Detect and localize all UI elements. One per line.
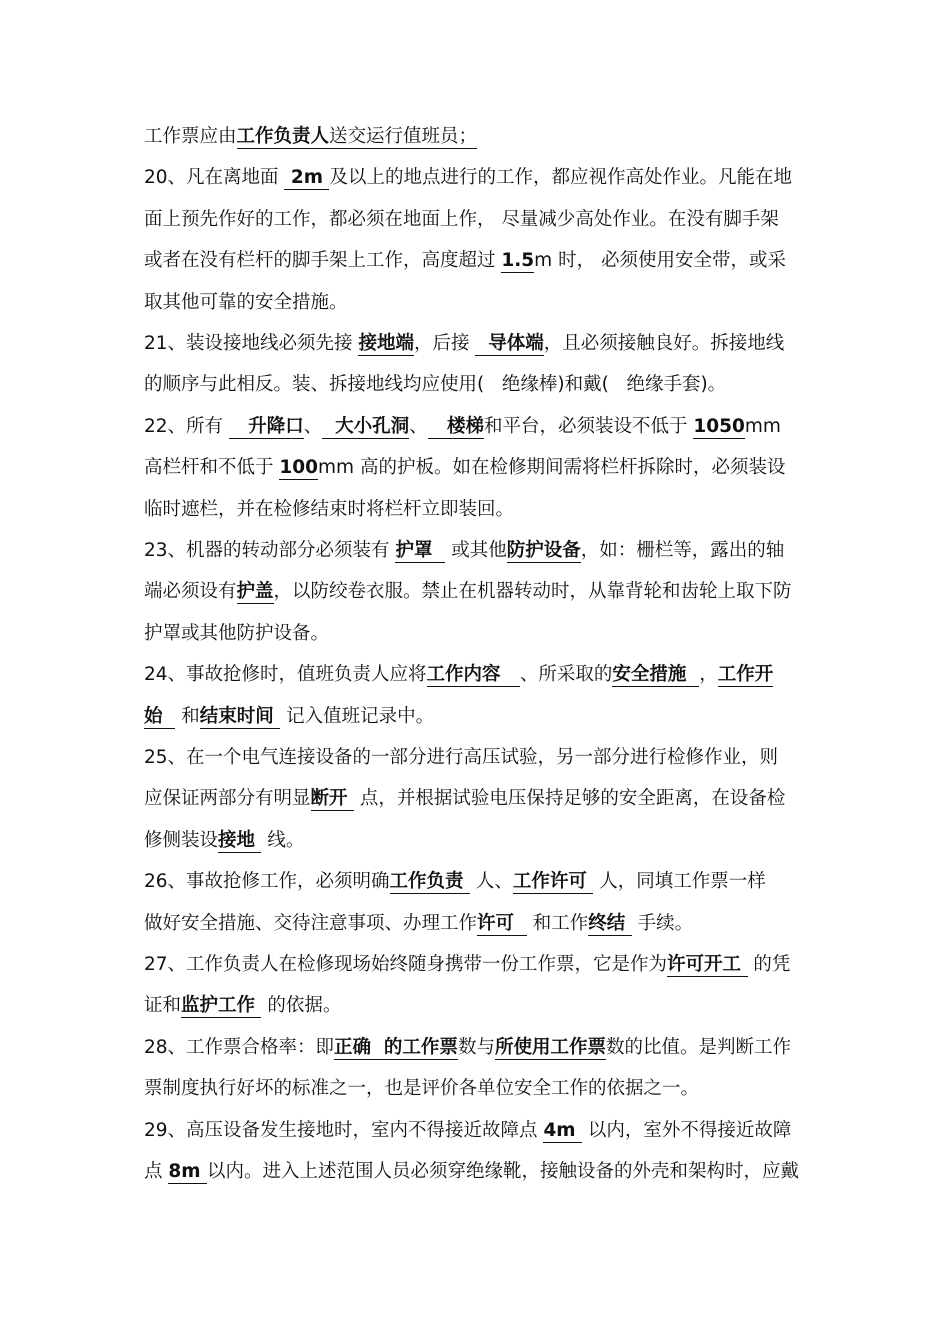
text-segment: 以内。进入上述范围人员必须穿绝缘靴，接触设备的外壳和架构时，应戴 (206, 1161, 799, 1182)
answer-blank: 防护设备 (506, 540, 581, 561)
text-line (144, 865, 808, 899)
text-segment: 端必须设有 (144, 581, 237, 603)
answer-blank: 工作开 (717, 664, 774, 686)
text-segment: 应保证两部分有明显 (144, 788, 311, 810)
text-segment: 线。 (261, 829, 305, 851)
answer-blank: 1050 (693, 415, 745, 437)
answer-blank: 送交运行值班员； (329, 126, 478, 147)
text-line (144, 741, 808, 775)
answer-blank: 始 (144, 705, 176, 727)
text-segment: 20、凡在离地面 (144, 167, 285, 189)
text-line (144, 161, 808, 195)
text-segment: 的依据。 (261, 995, 342, 1017)
answer-blank: 2m (284, 167, 330, 189)
answer-blank: 正确 的工作票 (334, 1036, 458, 1058)
answer-blank: 导体端 (475, 333, 544, 354)
text-segment: 21、装设接地线必须先接 (144, 333, 359, 354)
text-line (144, 658, 808, 692)
text-line (144, 1031, 808, 1065)
answer-blank: 许可开工 (667, 954, 748, 975)
answer-blank: 终结 (588, 912, 632, 934)
text-segment: 证和 (144, 995, 182, 1017)
answer-blank: 许可 (477, 912, 527, 934)
text-segment: 或者在没有栏杆的脚手架上工作，高度超过 (144, 250, 502, 272)
text-segment: 数的比值。是判断工作 (605, 1036, 791, 1058)
answer-blank: 工作负责 (389, 871, 470, 893)
text-segment: 的顺序与此相反。装、拆接地线均应使用( 绝缘棒)和戴( 绝缘手套)。 (144, 374, 727, 396)
text-line (144, 120, 808, 154)
text-segment: 25、在一个电气连接设备的一部分进行高压试验，另一部分进行检修作业，则 (144, 747, 779, 768)
text-segment: 票制度执行好坏的标准之一，也是评价各单位安全工作的依据之一。 (144, 1078, 700, 1100)
text-line (144, 989, 808, 1023)
text-line (144, 368, 808, 402)
text-segment: 和 (175, 705, 200, 727)
answer-blank: 护罩 (395, 540, 446, 561)
text-segment: 、 (409, 415, 428, 437)
text-segment: 修侧装设 (144, 829, 219, 851)
text-line (144, 451, 808, 485)
text-line (144, 907, 808, 941)
text-segment: 及以上的地点进行的工作，都应视作高处作业。凡能在地 (329, 167, 792, 189)
answer-blank: 楼梯 (427, 415, 484, 437)
text-line (144, 617, 808, 651)
text-line (144, 1114, 808, 1148)
text-segment: 高栏杆和不低于 (144, 457, 280, 479)
text-segment: 26、事故抢修工作，必须明确 (144, 871, 390, 893)
answer-blank: 监护工作 (181, 995, 262, 1017)
text-segment: 、所采取的 (519, 664, 613, 686)
text-segment: 、 (303, 415, 323, 437)
text-line (144, 244, 808, 278)
text-segment: ，后接 (413, 333, 476, 354)
text-segment: 28、工作票合格率：即 (144, 1036, 335, 1058)
text-line (144, 1155, 808, 1189)
text-segment: 24、事故抢修时，值班负责人应将 (144, 664, 427, 686)
answer-blank: 工作内容 (426, 664, 520, 686)
answer-blank: 工作负责人 (236, 126, 330, 147)
text-segment: 27、工作负责人在检修现场始终随身携带一份工作票，它是作为 (144, 954, 668, 975)
text-segment: 护罩或其他防护设备。 (144, 622, 330, 644)
answer-blank: 4m (543, 1119, 583, 1141)
text-segment: 的凭 (747, 954, 791, 975)
text-line (144, 534, 808, 568)
text-line (144, 327, 808, 361)
answer-blank: 接地 (218, 829, 262, 851)
text-segment: 23、机器的转动部分必须装有 (144, 540, 396, 561)
text-line (144, 700, 808, 734)
text-segment: 和平台，必须装设不低于 (484, 415, 694, 437)
text-segment: m 时， 必须使用安全带，或采 (534, 250, 786, 272)
answer-blank: 大小孔洞 (322, 415, 410, 437)
answer-blank: 工作许可 (512, 871, 594, 893)
answer-blank: 100 (279, 457, 319, 479)
answer-blank: 1.5 (501, 250, 535, 272)
text-line (144, 493, 808, 527)
answer-blank: 8m (168, 1161, 207, 1182)
text-segment: 工作票应由 (144, 126, 237, 147)
text-segment: ，以防绞卷衣服。禁止在机器转动时，从靠背轮和齿轮上取下防 (273, 581, 792, 603)
text-segment: mm (744, 415, 781, 437)
text-segment: 29、高压设备发生接地时，室内不得接近故障点 (144, 1119, 544, 1141)
text-segment: 人、 (470, 871, 513, 893)
text-line (144, 203, 808, 237)
text-segment: 或其他 (445, 540, 507, 561)
text-segment: mm 高的护板。如在检修期间需将栏杆拆除时，必须装设 (318, 457, 786, 479)
text-segment: 取其他可靠的安全措施。 (144, 291, 348, 313)
answer-blank: 护盖 (236, 581, 274, 603)
text-line (144, 286, 808, 320)
text-segment: 22、所有 (144, 415, 229, 437)
text-segment: ，如：栅栏等，露出的轴 (580, 540, 785, 561)
text-segment: 和工作 (526, 912, 589, 934)
text-segment: 临时遮栏，并在检修结束时将栏杆立即装回。 (144, 498, 515, 520)
answer-blank: 升降口 (228, 415, 304, 437)
text-segment: ， (699, 664, 718, 686)
text-line (144, 948, 808, 982)
text-line (144, 575, 808, 609)
text-segment: 做好安全措施、交待注意事项、办理工作 (144, 912, 478, 934)
text-segment: 面上预先作好的工作，都必须在地面上作， 尽量减少高处作业。在没有脚手架 (144, 208, 779, 230)
text-line (144, 410, 808, 444)
text-line (144, 824, 808, 858)
answer-blank: 接地端 (358, 333, 414, 354)
text-segment: 以内，室外不得接近故障 (582, 1119, 792, 1141)
text-line (144, 782, 808, 816)
answer-blank: 所使用工作票 (494, 1036, 606, 1058)
text-segment: 记入值班记录中。 (280, 705, 435, 727)
text-segment: ，且必须接触良好。拆接地线 (543, 333, 785, 354)
text-line (144, 1072, 808, 1106)
answer-blank: 结束时间 (199, 705, 281, 727)
text-segment: 人，同填工作票一样 (593, 871, 766, 893)
text-segment: 数与 (457, 1036, 495, 1058)
text-segment: 手续。 (631, 912, 694, 934)
text-segment: 点 (144, 1161, 169, 1182)
text-segment: 点，并根据试验电压保持足够的安全距离，在设备检 (353, 788, 786, 810)
answer-blank: 安全措施 (612, 664, 700, 686)
answer-blank: 断开 (310, 788, 354, 810)
